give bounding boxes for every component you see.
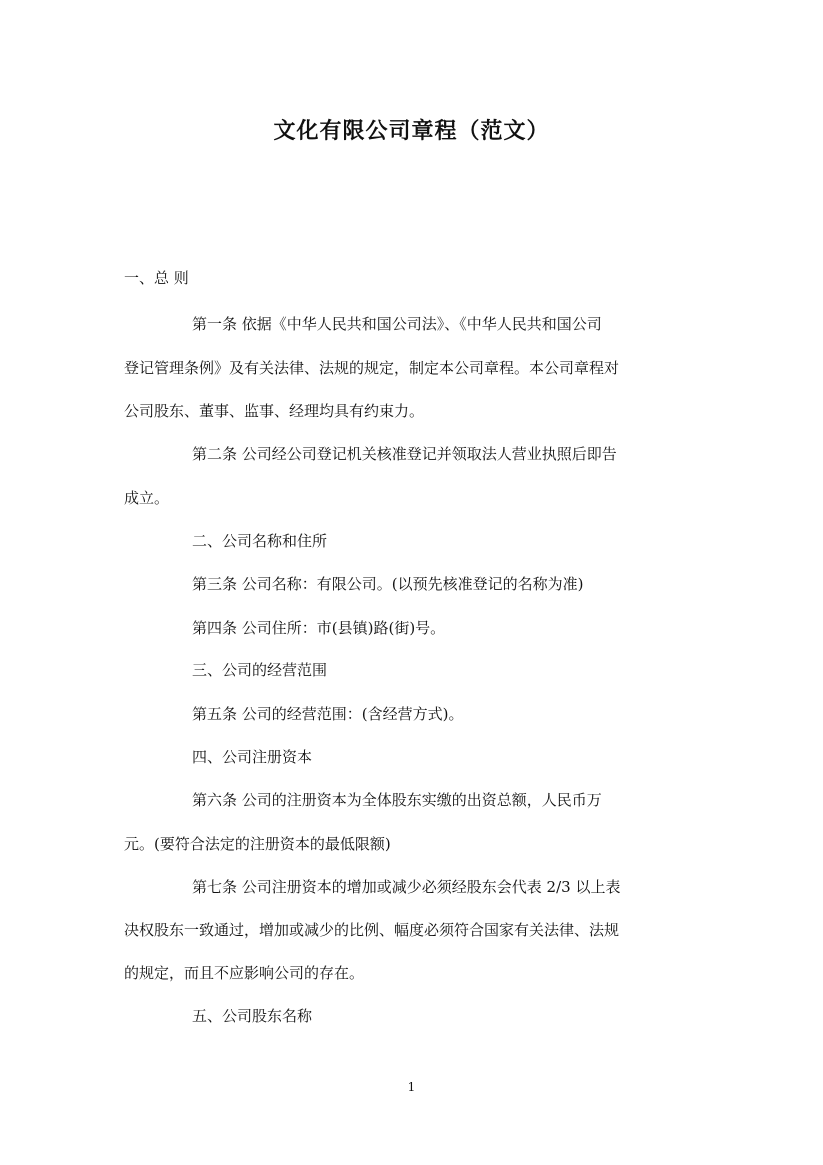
section-heading-shareholders: 五、公司股东名称 [192, 1007, 313, 1025]
article-6-line-2: 元。(要符合法定的注册资本的最低限额) [124, 835, 391, 853]
page-number: 1 [407, 1080, 416, 1094]
article-2-line-2: 成立。 [124, 489, 170, 507]
document-title: 文化有限公司章程（范文） [273, 118, 550, 144]
article-7-line-1: 第七条 公司注册资本的增加或减少必须经股东会代表 2/3 以上表 [192, 878, 621, 896]
article-1-line-1: 第一条 依据《中华人民共和国公司法》、《中华人民共和国公司 [192, 315, 602, 333]
article-7-line-3: 的规定，而且不应影响公司的存在。 [124, 964, 365, 982]
article-2-line-1: 第二条 公司经公司登记机关核准登记并领取法人营业执照后即告 [192, 445, 617, 463]
section-heading-name-address: 二、公司名称和住所 [192, 532, 328, 550]
article-4: 第四条 公司住所：市(县镇)路(街)号。 [192, 619, 446, 637]
article-1-line-3: 公司股东、董事、监事、经理均具有约束力。 [124, 402, 425, 420]
section-heading-general: 一、总 则 [124, 269, 189, 287]
section-heading-scope: 三、公司的经营范围 [192, 661, 328, 679]
article-6-line-1: 第六条 公司的注册资本为全体股东实缴的出资总额，人民币万 [192, 791, 602, 809]
article-1-line-2: 登记管理条例》及有关法律、法规的规定，制定本公司章程。本公司章程对 [124, 359, 620, 377]
article-3: 第三条 公司名称：有限公司。(以预先核准登记的名称为准) [192, 575, 584, 593]
article-7-line-2: 决权股东一致通过，增加或减少的比例、幅度必须符合国家有关法律、法规 [124, 921, 620, 939]
section-heading-capital: 四、公司注册资本 [192, 748, 313, 766]
article-5: 第五条 公司的经营范围：(含经营方式)。 [192, 705, 464, 723]
